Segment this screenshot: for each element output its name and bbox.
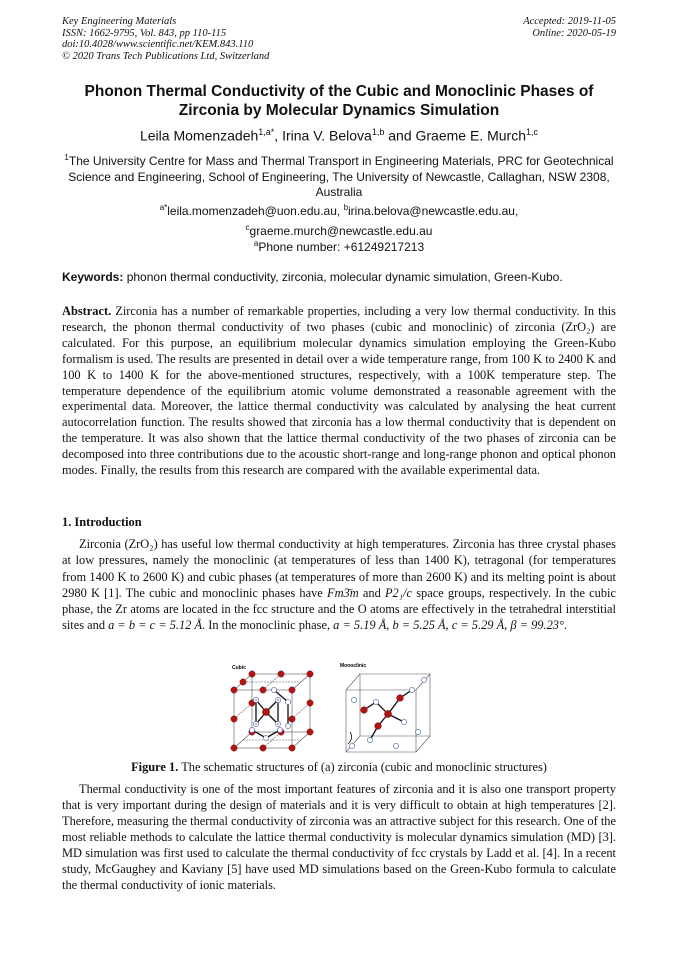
- figure-1-caption: [62, 760, 616, 775]
- section-heading-introduction: 1. Introduction: [62, 515, 142, 529]
- email-a-sup: a*: [159, 203, 168, 212]
- phone-text: Phone number: +61249217213: [258, 240, 425, 254]
- author-list: Leila Momenzadeh$^{1,a*}$, Irina V. Belova$^{1,b}$ and Graeme E. Murch$^{1,c}$: [139, 127, 538, 144]
- email-a-link[interactable]: leila.momenzadeh@uon.edu.au,: [167, 204, 341, 218]
- keywords: [62, 270, 616, 285]
- figure-1-crystal-structures: [228, 660, 450, 760]
- affiliation: [62, 150, 616, 201]
- intro-text-e: .: [563, 618, 568, 633]
- abstract-text: Zirconia has a number of remarkable properties, including a very low thermal conductivity. In this research, the phonon thermal conductivity of two phases (cubic and monoclinic) of zirconia (ZrO₂) are calculated. For this purpose, an equilibrium molecular dynamics simulation employing the Green-Kubo formalism is used. The results are presented in detail over a wide temperature range, from 100 K to 2400 K and 100 K to 1400 K for the above-mentioned structures, respectively, with a 100K temperature step. The temperature dependence of the equilibrium atomic volume demonstrated a reasonable agreement with the experimental data. Moreover, the lattice thermal conductivity was calculated by analysing the heat current autocorrelation function. The results showed that zirconia has a low thermal conductivity that is dependent on the temperature. It was also shown that the lattice thermal conductivity of the two phases of zirconia can be decomposed into three contributions due to the acoustic short-range and long-range phonon and optical phonon modes. Finally, the results from this research are compared with the available experimental data.: [62, 304, 616, 478]
- space-group-cubic: Fm3̄m: [327, 585, 359, 600]
- o-label: O: [276, 722, 280, 726]
- intro-text-c: space groups, respectively. In the cubic phase, the Zr atoms are located in the fcc structure and the O atoms are effectively in the tetrahedral interstitial sites and: [62, 585, 616, 633]
- o-label: O: [276, 698, 280, 702]
- intro-paragraph-2: Thermal conductivity is one of the most important features of zirconia and it is also one transport property that is very important during the design of materials and it is very difficult to obtain at high temperatures [2]. Therefore, measuring the thermal conductivity of zirconia was an attractive subject for this research. One of the most reliable methods to calculate the lattice thermal conductivity is molecular dynamics simulation (MD) [3]. MD simulation was first used to calculate the thermal conductivity of fcc crystals by Ladd et al. [4]. In a recent study, McGaughey and Kaviany [5] have used MD simulations based on the Green-Kubo formula to calculate the thermal conductivity of ionic materials.: [62, 782, 616, 892]
- abstract-label: Abstract.: [62, 304, 112, 318]
- o-label: O: [254, 722, 258, 726]
- phone-line: [62, 236, 616, 255]
- email-b-link[interactable]: irina.belova@newcastle.edu.au,: [348, 204, 519, 218]
- accepted-date: Accepted: 2019-11-05: [523, 16, 616, 27]
- intro-text-a: Zirconia (ZrO₂) has useful low thermal conductivity at high temperatures. Zirconia has three crystal phases at low pressures, namely the monoclinic (at temperatures of less than 1400 K), tetragonal (for temperatures from 1400 K to 2600 K) and cubic phases (at temperatures of more than 2600 K) and its melting point is about 2980 K [1]. The cubic and monoclinic phases have: [62, 537, 616, 600]
- intro-paragraph-1: [62, 536, 616, 634]
- intro-text-d: . In the monoclinic phase,: [202, 618, 334, 633]
- author-emails: [62, 200, 616, 239]
- intro-text-b: and: [358, 585, 385, 600]
- author-3-sup: 1,c: [525, 127, 538, 137]
- author-3: Graeme E. Murch: [415, 127, 526, 144]
- space-group-monoclinic: P2₁/c: [384, 585, 412, 600]
- monoclinic-label: Monoclinic: [340, 663, 367, 669]
- online-date: Online: 2020-05-19: [532, 27, 616, 39]
- paper-title: Phonon Thermal Conductivity of the Cubic and Monoclinic Phases of Zirconia by Molecular Dynamics Simulation: [84, 83, 594, 119]
- keywords-label: Keywords:: [62, 270, 124, 284]
- email-b-sup: b: [343, 203, 349, 212]
- email-c-link[interactable]: graeme.murch@newcastle.edu.au: [249, 223, 433, 238]
- author-1-sup: 1,a*: [258, 127, 275, 137]
- copyright-line: © 2020 Trans Tech Publications Ltd, Switzerland: [62, 50, 270, 62]
- affiliation-text: The University Centre for Mass and Thermal Transport in Engineering Materials, PRC for Geotechnical Science and Engineering, School of Engineering, The University of Newcastle, Callaghan, NSW 2308, Australia: [68, 154, 614, 199]
- cubic-structure: [231, 671, 313, 751]
- abstract: [62, 304, 616, 479]
- phone-sup: a: [253, 239, 259, 248]
- doi-line[interactable]: doi:10.4028/www.scientific.net/KEM.843.110: [62, 39, 254, 50]
- author-1: Leila Momenzadeh: [139, 127, 259, 144]
- monoclinic-structure: [346, 674, 430, 752]
- journal-header-left: [62, 16, 269, 62]
- caption-label: Figure 1.: [131, 760, 179, 774]
- affiliation-sup: 1: [64, 153, 69, 162]
- caption-text: The schematic structures of (a) zirconia (cubic and monoclinic structures): [181, 760, 547, 774]
- author-2-sup: 1,b: [371, 127, 385, 137]
- issn-line: ISSN: 1662-9795, Vol. 843, pp 110-115: [62, 27, 227, 39]
- cubic-lattice-params: a = b = c = 5.12 Å: [108, 618, 203, 633]
- keywords-text: phonon thermal conductivity, zirconia, molecular dynamic simulation, Green-Kubo.: [126, 270, 563, 284]
- journal-header-right: [523, 16, 616, 39]
- email-c-sup: c: [245, 222, 250, 232]
- journal-name: Key Engineering Materials: [62, 16, 177, 27]
- cubic-label: Cubic: [232, 665, 246, 671]
- o-label: O: [254, 698, 258, 702]
- author-2: Irina V. Belova: [282, 127, 372, 144]
- monoclinic-lattice-params: a = 5.19 Å, b = 5.25 Å, c = 5.29 Å, β = 99.23°: [333, 618, 564, 633]
